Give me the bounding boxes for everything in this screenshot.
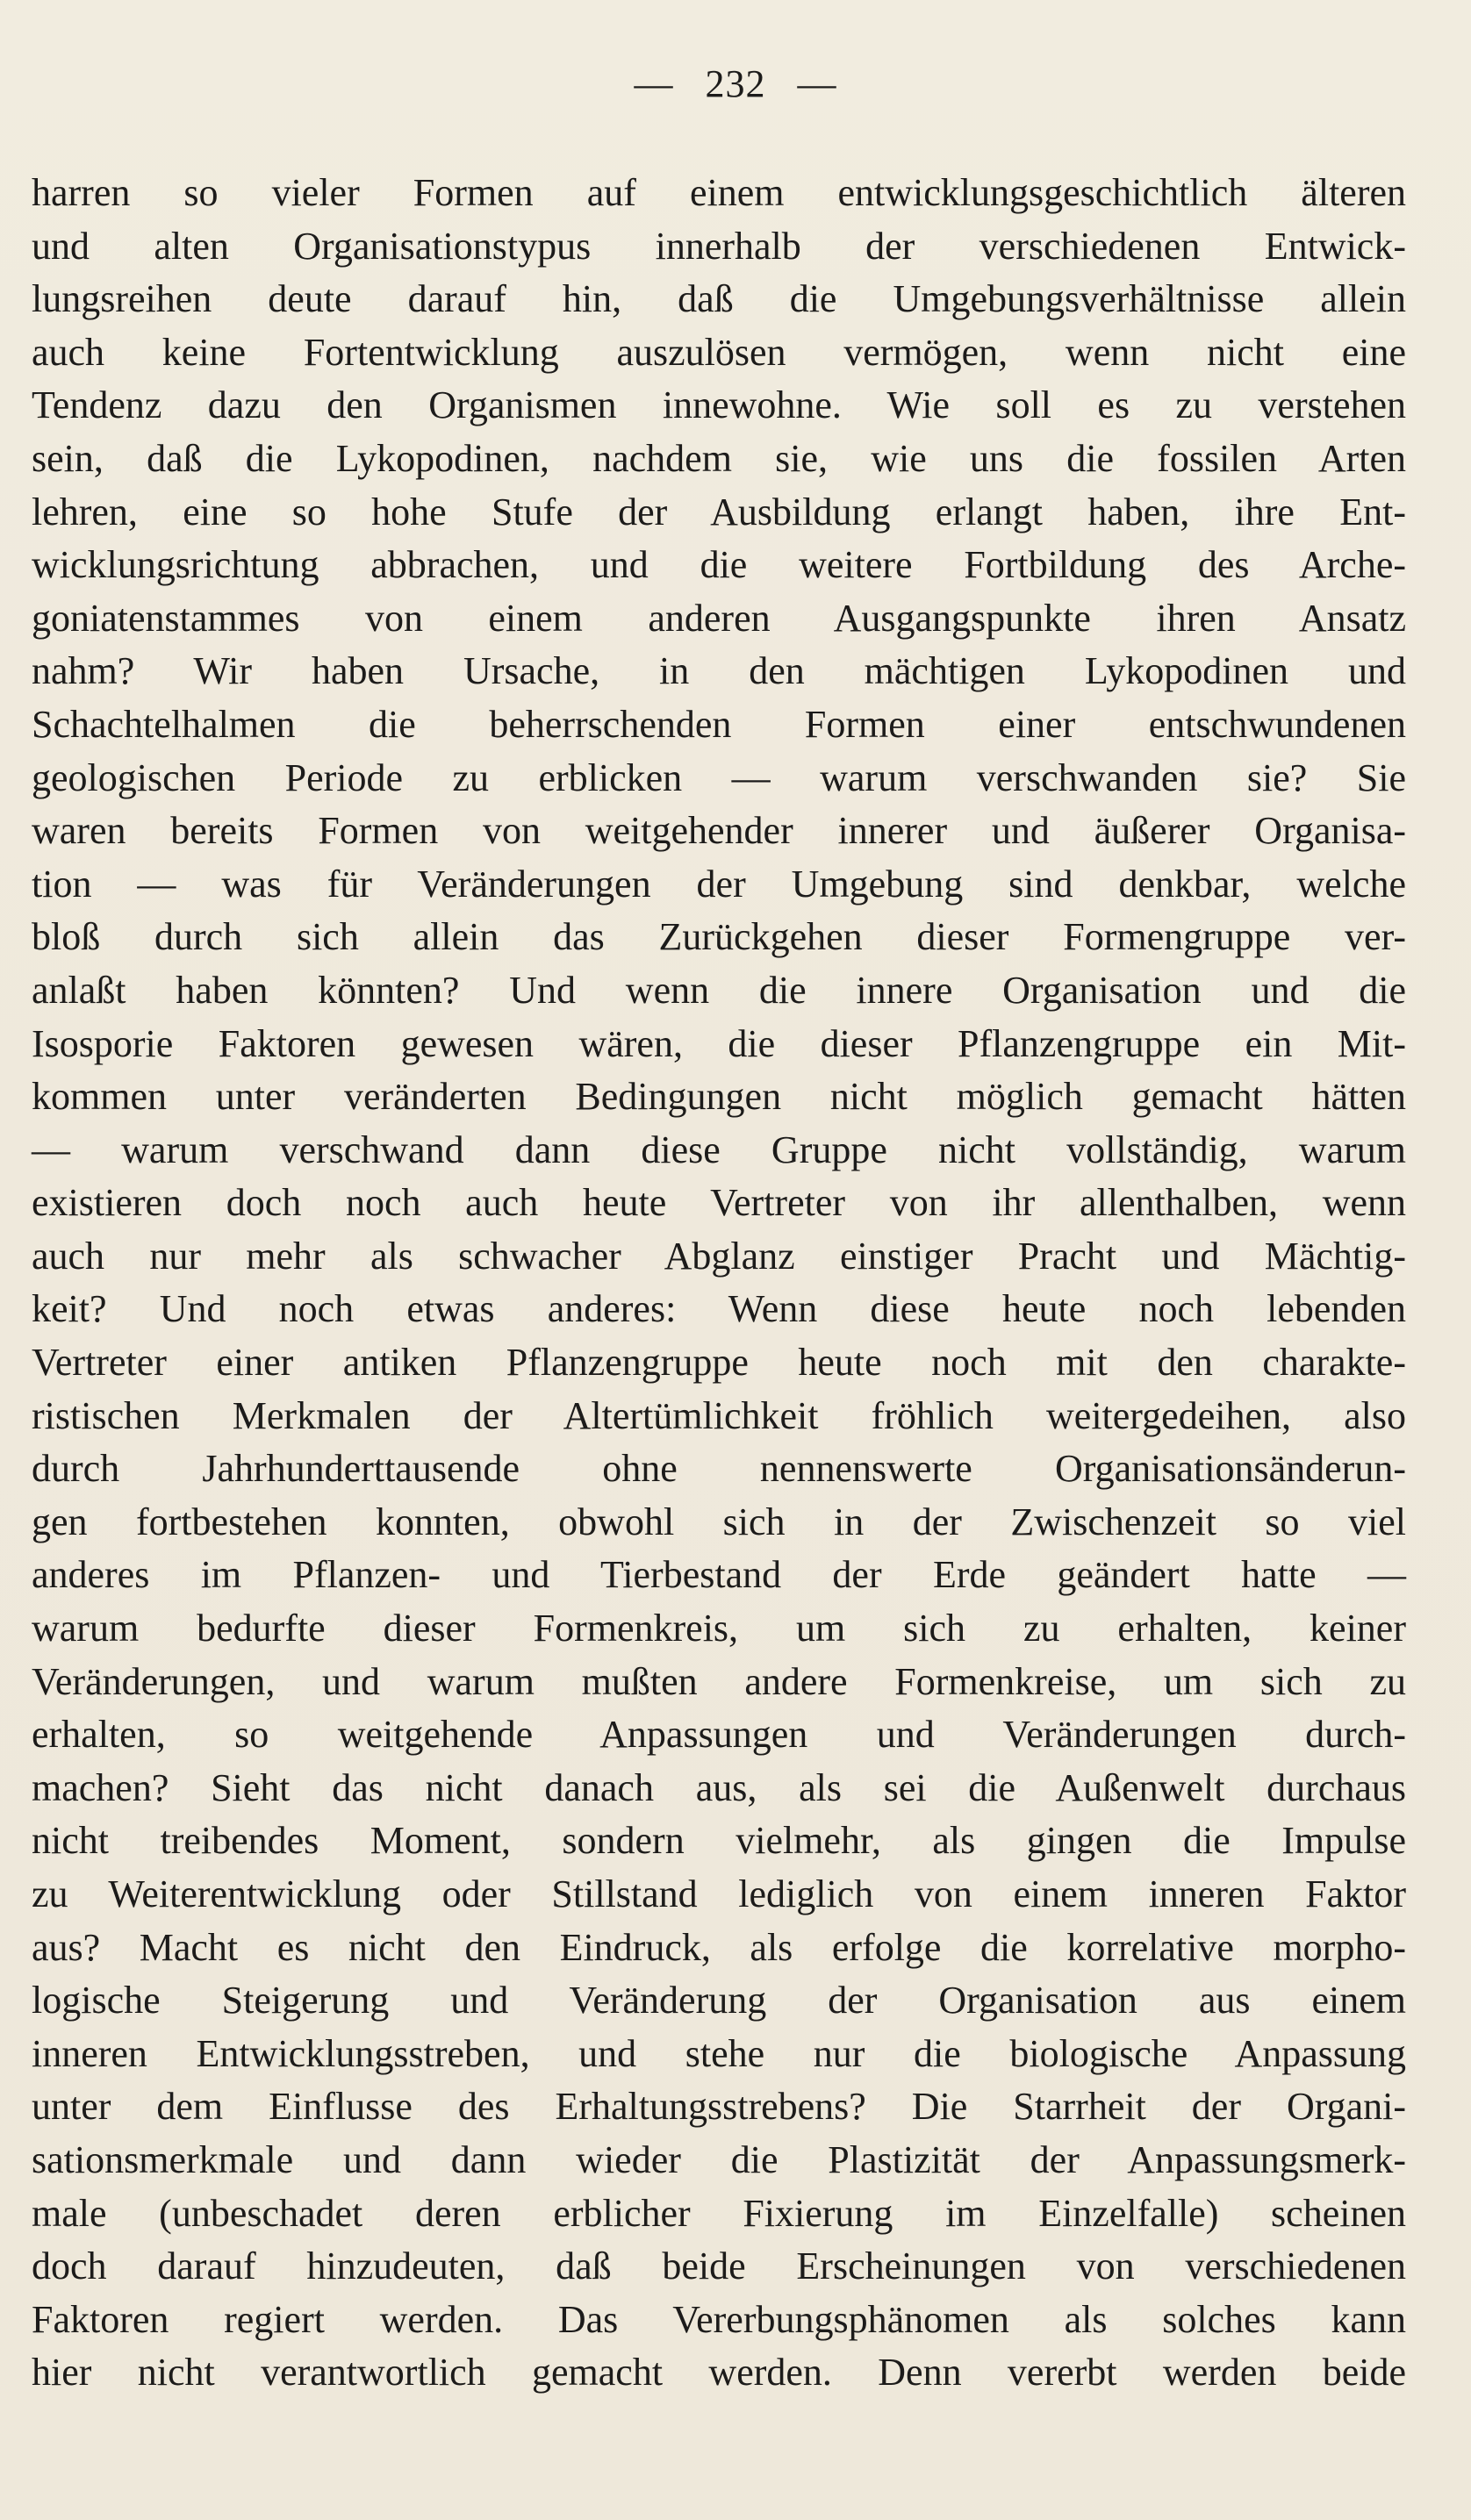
text-line-23: Vertreter einer antiken Pflanzengruppe heute noch mit den charakte- xyxy=(32,1341,1406,1385)
text-line-22: keit? Und noch etwas anderes: Wenn diese heute noch lebenden xyxy=(32,1287,1406,1331)
text-line-39: male (unbeschadet deren erblicher Fixierung im Einzelfalle) scheinen xyxy=(32,2191,1406,2235)
text-line-18: kommen unter veränderten Bedingungen nicht möglich gemacht hätten xyxy=(32,1075,1406,1119)
text-line-3: lungsreihen deute darauf hin, daß die Umgebungsverhältnisse allein xyxy=(32,277,1406,321)
text-line-5: Tendenz dazu den Organismen innewohne. Wie soll es zu verstehen xyxy=(32,383,1406,427)
text-line-14: tion — was für Veränderungen der Umgebung sind denkbar, welche xyxy=(32,862,1406,906)
text-line-10: nahm? Wir haben Ursache, in den mächtigen Lykopodinen und xyxy=(32,649,1406,693)
text-line-28: warum bedurfte dieser Formenkreis, um sich zu erhalten, keiner xyxy=(32,1607,1406,1650)
text-line-30: erhalten, so weitgehende Anpassungen und Veränderungen durch- xyxy=(32,1713,1406,1757)
text-line-11: Schachtelhalmen die beherrschenden Formen einer entschwundenen xyxy=(32,702,1406,746)
text-line-15: bloß durch sich allein das Zurückgehen dieser Formengruppe ver- xyxy=(32,915,1406,959)
text-line-25: durch Jahrhunderttausende ohne nennenswerte Organisationsänderun- xyxy=(32,1447,1406,1491)
text-line-37: unter dem Einflusse des Erhaltungsstrebens? Die Starrheit der Organi- xyxy=(32,2085,1406,2129)
text-line-41: Faktoren regiert werden. Das Vererbungsphänomen als solches kann xyxy=(32,2297,1406,2341)
page-number: 232 xyxy=(705,62,766,105)
text-line-24: ristischen Merkmalen der Altertümlichkeit fröhlich weitergedeihen, also xyxy=(32,1393,1406,1437)
text-line-33: zu Weiterentwicklung oder Stillstand lediglich von einem inneren Faktor xyxy=(32,1872,1406,1915)
text-line-12: geologischen Periode zu erblicken — warum verschwanden sie? Sie xyxy=(32,755,1406,799)
text-line-17: Isosporie Faktoren gewesen wären, die dieser Pflanzengruppe ein Mit- xyxy=(32,1021,1406,1065)
text-line-20: existieren doch noch auch heute Vertreter von ihr allenthalben, wenn xyxy=(32,1181,1406,1225)
text-line-26: gen fortbestehen konnten, obwohl sich in der Zwischenzeit so viel xyxy=(32,1500,1406,1543)
header-dash-left: — xyxy=(634,62,674,105)
text-line-29: Veränderungen, und warum mußten andere Formenkreise, um sich zu xyxy=(32,1659,1406,1703)
text-line-8: wicklungsrichtung abbrachen, und die weitere Fortbildung des Arche- xyxy=(32,543,1406,587)
page-header xyxy=(0,62,1471,105)
text-line-21: auch nur mehr als schwacher Abglanz einstiger Pracht und Mächtig- xyxy=(32,1234,1406,1278)
text-line-38: sationsmerkmale und dann wieder die Plastizität der Anpassungsmerk- xyxy=(32,2137,1406,2181)
text-line-2: und alten Organisationstypus innerhalb der verschiedenen Entwick- xyxy=(32,224,1406,268)
text-line-19: — warum verschwand dann diese Gruppe nicht vollständig, warum xyxy=(32,1128,1406,1171)
text-line-4: auch keine Fortentwicklung auszulösen vermögen, wenn nicht eine xyxy=(32,330,1406,374)
text-line-7: lehren, eine so hohe Stufe der Ausbildung erlangt haben, ihre Ent- xyxy=(32,490,1406,533)
text-line-6: sein, daß die Lykopodinen, nachdem sie, wie uns die fossilen Arten xyxy=(32,436,1406,480)
text-line-1: harren so vieler Formen auf einem entwicklungsgeschichtlich älteren xyxy=(32,171,1406,214)
text-line-9: goniatenstammes von einem anderen Ausgangspunkte ihren Ansatz xyxy=(32,596,1406,640)
body-text xyxy=(32,167,1406,2400)
text-line-40: doch darauf hinzudeuten, daß beide Erscheinungen von verschiedenen xyxy=(32,2244,1406,2288)
header-dash-right: — xyxy=(797,62,837,105)
text-line-32: nicht treibendes Moment, sondern vielmehr, als gingen die Impulse xyxy=(32,1819,1406,1863)
text-line-42: hier nicht verantwortlich gemacht werden. Denn vererbt werden beide xyxy=(32,2351,1406,2395)
text-line-27: anderes im Pflanzen- und Tierbestand der Erde geändert hatte — xyxy=(32,1553,1406,1597)
text-line-36: inneren Entwicklungsstreben, und stehe nur die biologische Anpassung xyxy=(32,2031,1406,2075)
text-line-13: waren bereits Formen von weitgehender innerer und äußerer Organisa- xyxy=(32,809,1406,853)
text-line-34: aus? Macht es nicht den Eindruck, als erfolge die korrelative morpho- xyxy=(32,1925,1406,1969)
text-line-31: machen? Sieht das nicht danach aus, als sei die Außenwelt durchaus xyxy=(32,1765,1406,1809)
text-line-35: logische Steigerung und Veränderung der Organisation aus einem xyxy=(32,1979,1406,2022)
text-line-16: anlaßt haben könnten? Und wenn die innere Organisation und die xyxy=(32,968,1406,1012)
